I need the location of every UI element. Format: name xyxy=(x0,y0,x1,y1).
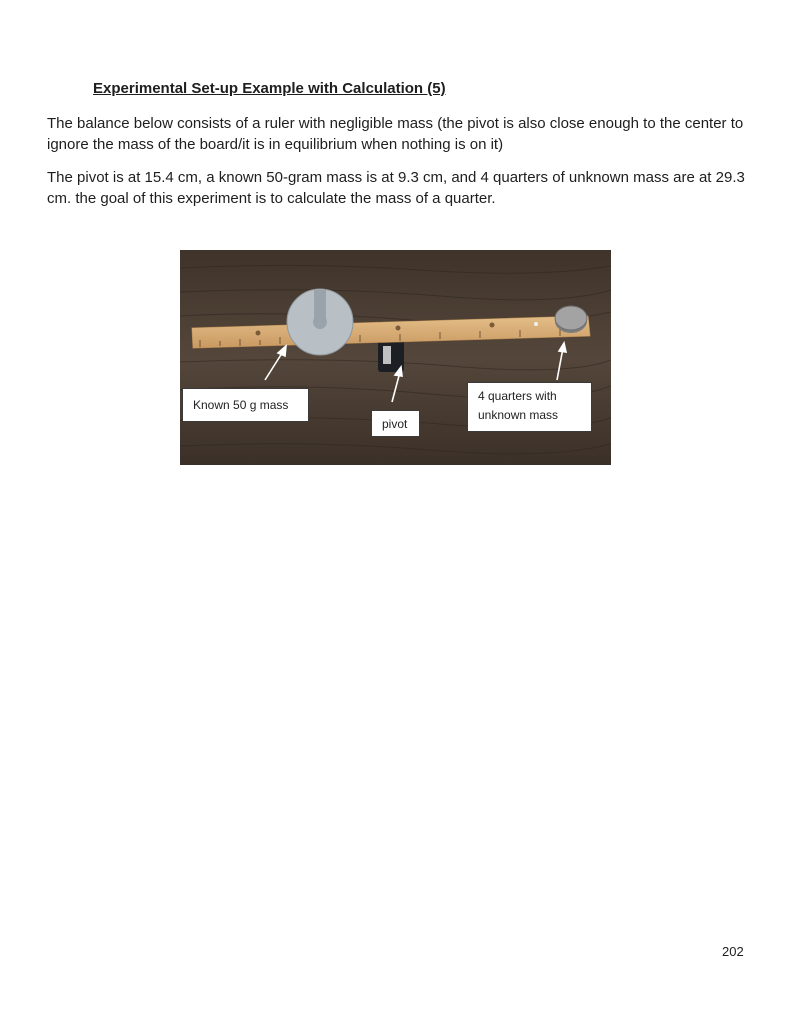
callout-quarters-line1: 4 quarters with xyxy=(478,389,557,403)
paragraph-setup: The pivot is at 15.4 cm, a known 50-gram mass is at 9.3 cm, and 4 quarters of unknown mass are at 29.3 cm. the goal of this experiment is to calculate the mass of a quarter. xyxy=(47,169,745,207)
callout-known-mass xyxy=(182,388,309,422)
page-number: 202 xyxy=(722,944,744,959)
callout-pivot-text: pivot xyxy=(382,417,408,431)
callout-quarters xyxy=(467,382,592,432)
callout-quarters-line2: unknown mass xyxy=(478,408,559,422)
paragraph-description: The balance below consists of a ruler with negligible mass (the pivot is also close enough to the center to ignore the mass of the board/it is in equilibrium when nothing is on it) xyxy=(47,115,744,153)
mass-disk xyxy=(287,289,353,355)
balance-photo xyxy=(180,250,611,465)
quarter-coins xyxy=(555,306,587,333)
callout-known-mass-text: Known 50 g mass xyxy=(193,398,289,412)
callout-pivot xyxy=(371,410,420,437)
section-heading: Experimental Set-up Example with Calculation (5) xyxy=(93,80,446,97)
